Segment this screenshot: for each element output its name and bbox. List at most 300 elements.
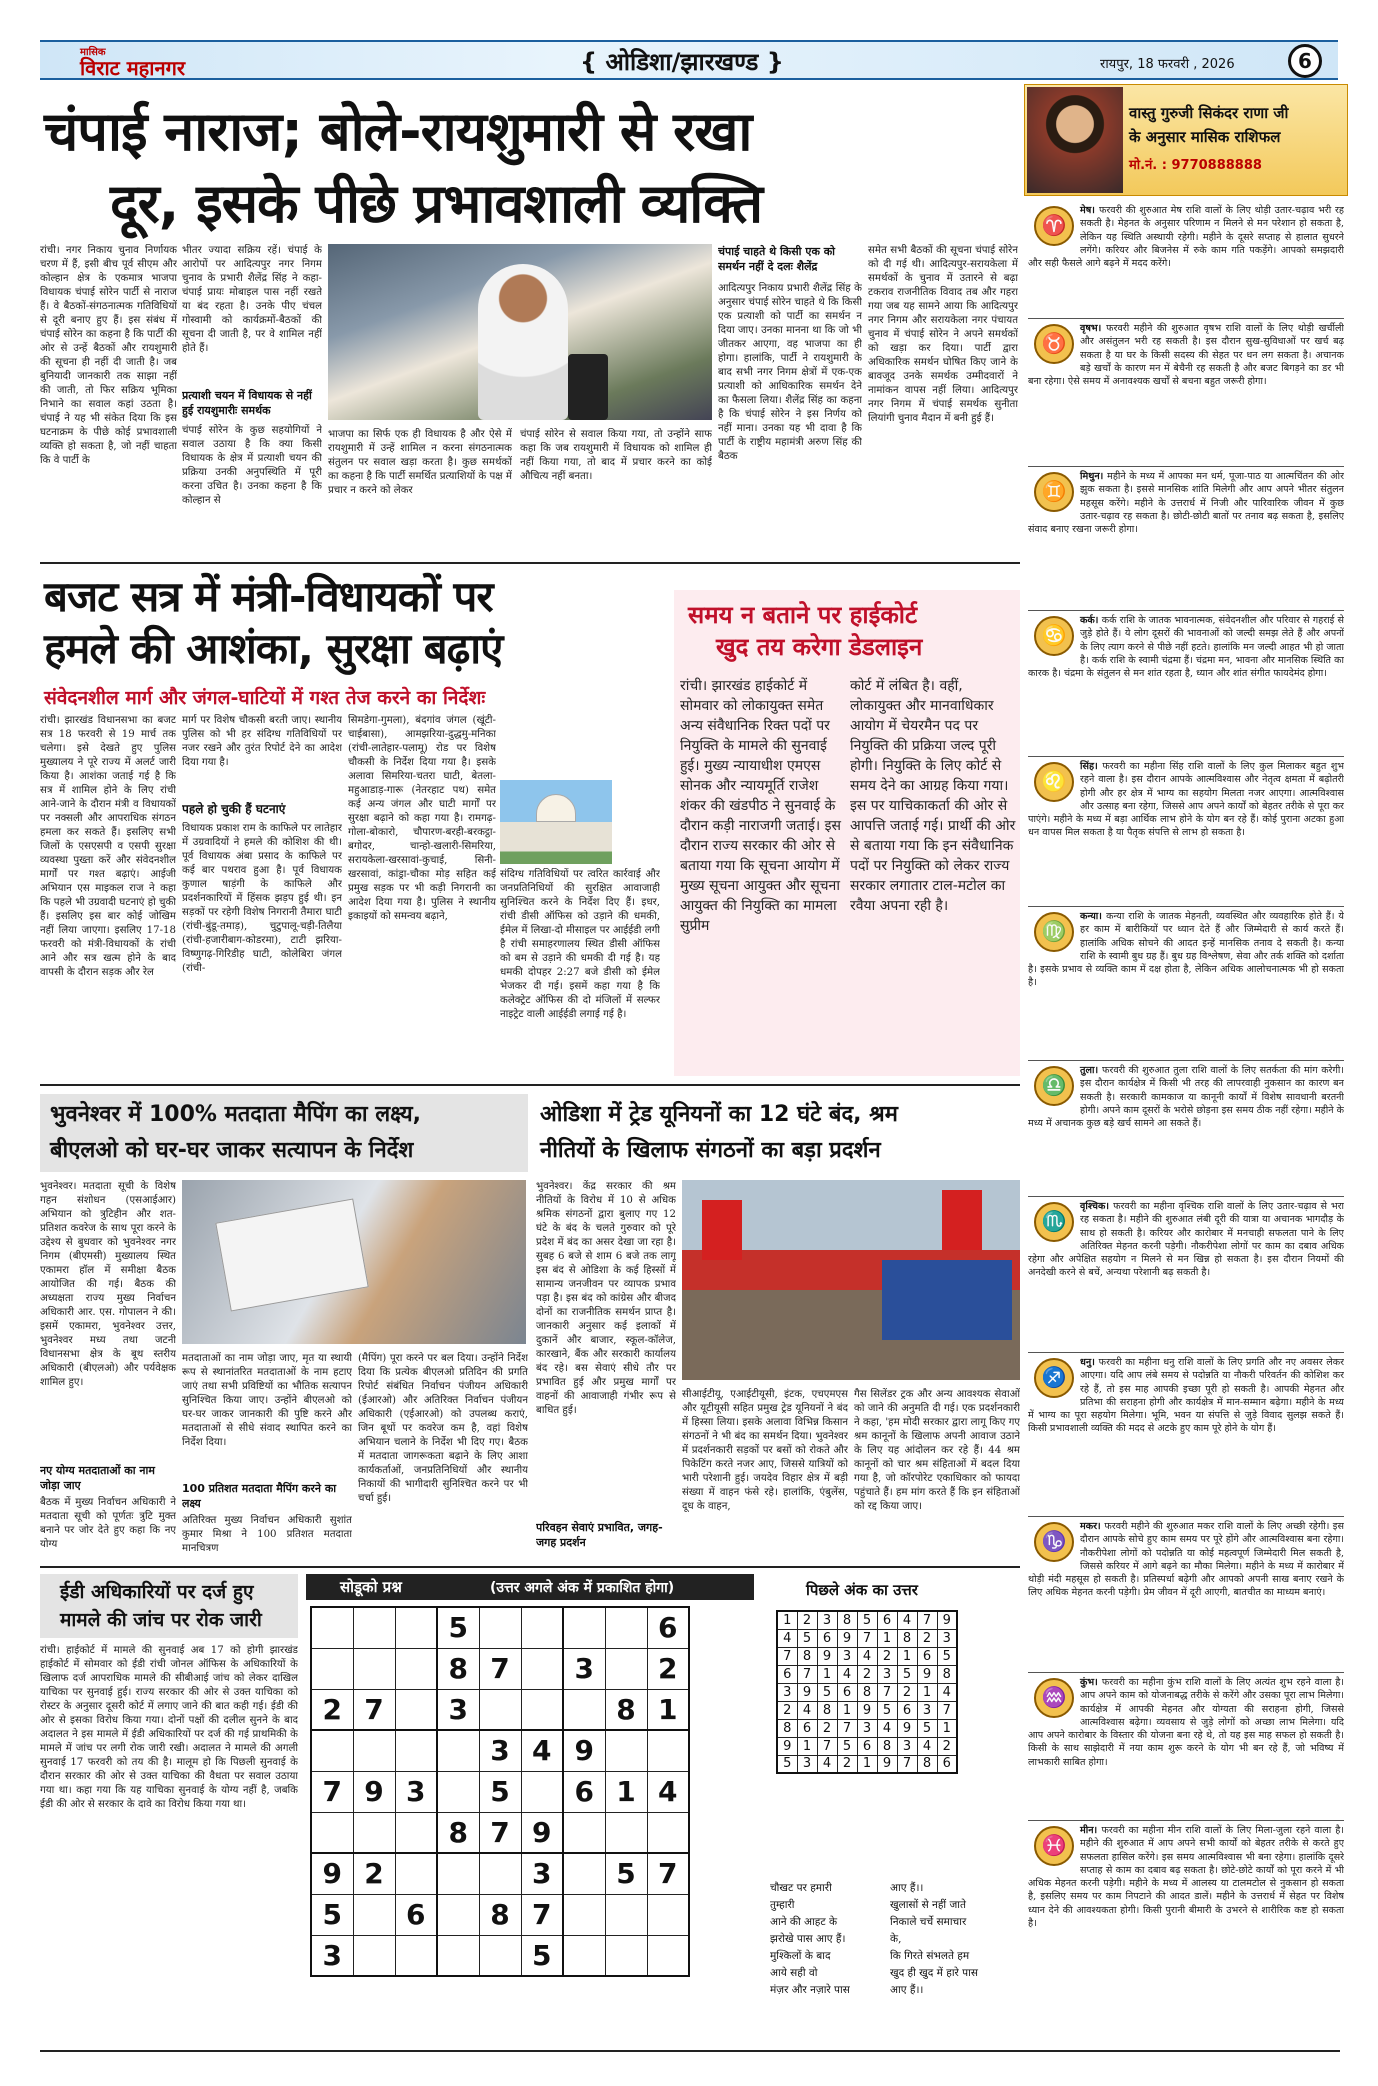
masthead xyxy=(40,40,1338,80)
grid-cell: 3 xyxy=(479,1730,521,1771)
grid-cell: 9 xyxy=(897,1719,917,1737)
grid-cell: 2 xyxy=(797,1611,817,1629)
grid-cell xyxy=(395,1689,437,1730)
grid-cell: 6 xyxy=(817,1629,837,1647)
grid-row xyxy=(777,1755,957,1773)
grid-cell: 1 xyxy=(937,1719,957,1737)
rashi-text: फरवरी का महीना धनु राशि वालों के लिए प्रगति और नए अवसर लेकर आएगा। यदि आप लंबे समय से पदोन्नति या नौकरी परिवर्तन की कोशिश कर रहे हैं, तो इस माह आपकी इच्छा पूरी हो सकती है। आपकी मेहनत और प्रतिभा की सराहना होगी और कार्यक्षेत्र में मान-सम्मान बढ़ेगा। महीने के मध्य में भाग्य का पूरा सहयोग मिलेगा। भूमि, भवन या संपत्ति से जुड़े विवाद सुलझ सकते हैं। किसी प्रभावशाली व्यक्ति की मदद से अटके हुए काम पूरे होने के योग हैं। xyxy=(1028,1357,1344,1435)
story3-box xyxy=(674,590,1020,1076)
grid-cell xyxy=(521,1771,563,1812)
zodiac-icon: ♍ xyxy=(1034,912,1074,952)
story2-headline-1: बजट सत्र में मंत्री-विधायकों पर xyxy=(44,572,493,621)
voter-id-photo xyxy=(182,1180,526,1344)
story5-col-1: भुवनेश्वर। केंद्र सरकार की श्रम नीतियों के विरोध में 10 से अधिक श्रमिक संगठनों द्वारा बुलाए गए 12 घंटे के बंद के चलते गुरुवार को पूरे प्रदेश में बंद का असर देखा जा रहा है। सुबह 6 बजे से शाम 6 बजे तक लागू इस बंद से ओडिशा के कई हिस्सों में सामान्य जनजीवन पर व्यापक प्रभाव पड़ा है। इस बंद को कांग्रेस और बीजद दोनों का राजनीतिक समर्थन प्राप्त है। जानकारी अनुसार कई इलाकों में दुकानें और बाजार, स्कूल-कॉलेज, कारखाने, बैंक और सरकारी कार्यालय बंद रहे। बस सेवाएं सीधे तौर पर प्रभावित हुई और प्रमुख मार्गों पर वाहनों की आवाजाही गंभीर रूप से बाधित हुई। xyxy=(536,1181,676,1416)
grid-cell: 7 xyxy=(917,1611,937,1629)
grid-cell xyxy=(353,1730,395,1771)
grid-row xyxy=(777,1737,957,1755)
grid-row xyxy=(311,1894,689,1935)
story2-deck: संवेदनशील मार्ग और जंगल-घाटियों में गश्त तेज करने का निर्देशः xyxy=(44,687,486,709)
grid-cell xyxy=(353,1935,395,1976)
grid-cell: 8 xyxy=(897,1629,917,1647)
grid-cell: 5 xyxy=(777,1755,797,1773)
story1-col-5: आदित्यपुर निकाय प्रभारी शैलेंद्र सिंह के अनुसार चंपाई सोरेन चाहते थे कि किसी एक प्रत्याशी को पार्टी का समर्थन न दिया जाए। उनका मानना था कि जो भी जीतकर आएगा, वह भाजपा का ही होगा। हालांकि, पार्टी ने रायशुमारी के बाद सभी नगर निगम क्षेत्रों में एक-एक प्रत्याशी को आधिकारिक समर्थन देने का फैसला लिया। शैलेंद्र सिंह का कहना है कि चंपाई सोरेन ने इस निर्णय को नहीं माना। उनका यह भी दावा है कि पार्टी के राष्ट्रीय महामंत्री अरुण सिंह की बैठक xyxy=(718,283,862,462)
grid-cell: 2 xyxy=(777,1701,797,1719)
grid-cell: 9 xyxy=(817,1647,837,1665)
grid-cell: 3 xyxy=(877,1665,897,1683)
grid-cell: 8 xyxy=(877,1737,897,1755)
grid-cell: 9 xyxy=(917,1665,937,1683)
grid-cell: 3 xyxy=(797,1755,817,1773)
grid-cell: 5 xyxy=(937,1647,957,1665)
flag xyxy=(942,1190,982,1250)
grid-cell: 3 xyxy=(521,1853,563,1894)
grid-cell: 6 xyxy=(877,1611,897,1629)
rashi-entry xyxy=(1028,1356,1344,1512)
grid-cell xyxy=(311,1607,353,1648)
grid-cell: 8 xyxy=(797,1647,817,1665)
story3-headline-2: खुद तय करेगा डेडलाइन xyxy=(716,633,923,661)
grid-row xyxy=(311,1607,689,1648)
grid-cell: 6 xyxy=(917,1647,937,1665)
grid-cell: 7 xyxy=(817,1737,837,1755)
grid-cell xyxy=(605,1894,647,1935)
poem-line: आए हैं।। xyxy=(890,1882,924,1894)
grid-cell: 3 xyxy=(395,1771,437,1812)
grid-cell xyxy=(479,1935,521,1976)
grid-cell xyxy=(395,1607,437,1648)
rashi-name: मिथुन। xyxy=(1080,471,1108,482)
grid-cell xyxy=(479,1607,521,1648)
answer-grid xyxy=(776,1610,958,1774)
grid-cell: 9 xyxy=(837,1629,857,1647)
grid-cell: 1 xyxy=(837,1701,857,1719)
poem-line: निकाले चर्चे समाचार xyxy=(890,1916,967,1928)
grid-cell xyxy=(311,1812,353,1853)
rashi-divider xyxy=(1028,1060,1344,1061)
grid-cell: 9 xyxy=(797,1683,817,1701)
rashi-entry xyxy=(1028,1200,1344,1346)
grid-cell xyxy=(647,1894,689,1935)
poem-line: आये सही वो xyxy=(770,1967,818,1979)
story2-col-1: रांची। झारखंड विधानसभा का बजट सत्र 18 फरवरी से 19 मार्च तक चलेगा। इसे देखते हुए पुलिस मुख्यालय ने पूरे राज्य में अलर्ट जारी किया है। आशंका जताई गई है कि सत्र में शामिल होने के लिए रांची आने-जाने के दौरान मंत्री व विधायकों पर नक्सली और आपराधिक संगठन हमला कर सकते हैं। इसलिए सभी जिलों के एसएसपी व एसपी सुरक्षा व्यवस्था पुख्ता करें और संवेदनशील मार्गों पर गश्त बढ़ाएं। आईजी अभियान एस माइकल राज ने कहा कि पहले भी उग्रवादी घटनाएं हो चुकी हैं। इसलिए इस बार कोई जोखिम नहीं लिया जाएगा। इसलिए 17-18 फरवरी को मंत्री-विधायकों के रांची आने और सत्र खत्म होने के बाद वापसी के दौरान सड़क और रेल xyxy=(40,715,176,978)
grid-cell xyxy=(437,1730,479,1771)
grid-cell: 9 xyxy=(777,1737,797,1755)
grid-row xyxy=(777,1683,957,1701)
story5-col-1-sub: परिवहन सेवाएं प्रभावित, जगह-जगह प्रदर्शन xyxy=(536,1521,663,1549)
rashi-entry xyxy=(1028,1824,1344,2044)
story2-col-3: सिमडेगा-गुमला), बंदगांव जंगल (खूंटी-चाईबासा), आमझरिया-दुद्धमु-मनिका (रांची-लातेहार-पलामू) रोड पर विशेष चौकसी के निर्देश दिया गया है। इसके अलावा सिमरिया-चतरा घाटी, बेतला-महुआडाड़-गारू (नेतरहाट पथ) समेत कई अन्य जंगल और घाटी मार्गों पर सुरक्षा बढ़ाने को कहा गया है। रामगढ़-गोला-बोकारो, चौपारण-बरही-बरकट्ठा-बगोदर, चान्हो-खलारी-सिमरिया, सरायकेला-खरसावां-कुचाई, सिनी-खरसावां, कांड्रा-चौका मोड़ सहित कई प्रमुख सड़क पर भी कड़ी निगरानी का आदेश दिया गया है। पुलिस ने स्थानीय इकाइयों को समन्वय बढ़ाने, xyxy=(348,715,496,922)
grid-cell: 3 xyxy=(563,1648,605,1689)
grid-cell: 1 xyxy=(777,1611,797,1629)
rashi-name: सिंह। xyxy=(1080,761,1103,772)
grid-cell: 1 xyxy=(605,1771,647,1812)
grid-cell: 7 xyxy=(521,1894,563,1935)
story2-col-2b: विधायक प्रकाश राम के काफिले पर लातेहार में उग्रवादियों ने हमले की कोशिश की थी। पूर्व विधायक अंबा प्रसाद के काफिले पर कई बार पथराव हुआ है। पूर्व विधायक कुणाल षाड़ंगी के काफिले और प्रदर्शनकारियों में हिंसक झड़प हुई थी। इन सड़कों पर रहेगी विशेष निगरानी तैमारा घाटी (रांची-बुंडू-तमाड़), चुटुपालू-चड़ी-तिलैया (रांची-हजारीबाग-कोडरमा), टाटी झरिया-विष्णुगढ़-गिरिडीह घाटी, कोलेबिरा जंगल (रांची- xyxy=(182,823,342,974)
grid-cell: 5 xyxy=(857,1611,877,1629)
zodiac-icon: ♋ xyxy=(1034,616,1074,656)
grid-cell xyxy=(521,1607,563,1648)
grid-cell: 7 xyxy=(857,1629,877,1647)
grid-cell xyxy=(563,1853,605,1894)
grid-cell: 6 xyxy=(937,1755,957,1773)
rashi-name: धनु। xyxy=(1080,1357,1099,1368)
rashi-text: फरवरी का महीना कुंभ राशि वालों के लिए अत्यंत शुभ रहने वाला है। आप अपने काम को योजनाबद्ध तरीके से करेंगे और उसका पूरा लाभ मिलेगा। कार्यक्षेत्र में आपकी मेहनत और योग्यता की सराहना होगी, जिससे आत्मविश्वास बढ़ेगा। व्यवसाय से जुड़े लोगों को अच्छा लाभ मिलेगा। यदि आप अपने कारोबार के विस्तार की योजना बना रहे थे, तो यह इस माह सफल हो सकती है। किसी के साथ साझेदारी में नया काम शुरू करने के योग भी बन रहे हैं, जो भविष्य में लाभकारी साबित होगा। xyxy=(1028,1677,1344,1768)
grid-cell xyxy=(437,1771,479,1812)
story4-col-1: भुवनेश्वर। मतदाता सूची के विशेष गहन संशोधन (एसआईआर) अभियान को त्रुटिहीन और शत-प्रतिशत कवरेज के साथ पूरा करने के उद्देश्य से बुधवार को भुवनेश्वर नगर निगम (बीएमसी) मुख्यालय स्थित एकामरा हॉल में समीक्षा बैठक आयोजित की गई। बैठक की अध्यक्षता राज्य मुख्य निर्वाचन अधिकारी आर. एस. गोपालन ने की। इसमें एकामरा, भुवनेश्वर उत्तर, भुवनेश्वर मध्य तथा जटनी विधानसभा क्षेत्र के बूथ स्तरीय अधिकारी (बीएलओ) और पर्यवेक्षक शामिल हुए। xyxy=(40,1181,176,1388)
grid-cell xyxy=(563,1607,605,1648)
rashi-divider xyxy=(1028,1196,1344,1197)
grid-cell xyxy=(563,1812,605,1853)
grid-cell: 5 xyxy=(479,1771,521,1812)
story2-headline-2: हमले की आशंका, सुरक्षा बढ़ाएं xyxy=(44,624,503,673)
grid-cell: 8 xyxy=(857,1683,877,1701)
grid-row xyxy=(777,1611,957,1629)
card-shape xyxy=(215,1199,369,1312)
astro-header xyxy=(1024,84,1348,196)
grid-cell: 2 xyxy=(917,1629,937,1647)
grid-cell xyxy=(605,1812,647,1853)
story1-col-6: समेत सभी बैठकों की सूचना चंपाई सोरेन को दी गई थी। आदित्यपुर-सरायकेला में समर्थकों के चुनाव में उतारने से बढ़ा टकराव राजनीतिक विवाद तब और गहरा गया जब यह सामने आया कि आदित्यपुर नगर निगम और सरायकेला नगर पंचायत चुनाव में चंपाई सोरेन ने अपने समर्थकों को खड़ा कर दिया। पार्टी द्वारा अधिकारिक समर्थन घोषित किए जाने के बावजूद उनके समर्थक उम्मीदवारों ने नामांकन वापस नहीं लिया। आदित्यपुर नगर निगम में चंपाई समर्थक सुनीता लियांगी चुनाव मैदान में बनी हुई हैं। xyxy=(868,245,1018,424)
grid-cell: 9 xyxy=(353,1771,395,1812)
story1-headline-2: दूर, इसके पीछे प्रभावशाली व्यक्ति xyxy=(110,172,762,235)
story3-headline-1: समय न बताने पर हाईकोर्ट xyxy=(688,601,918,629)
grid-cell: 7 xyxy=(777,1647,797,1665)
masthead-small: मासिक xyxy=(80,47,106,58)
divider xyxy=(40,1084,1020,1086)
grid-cell: 8 xyxy=(605,1689,647,1730)
grid-cell: 8 xyxy=(437,1812,479,1853)
grid-cell: 3 xyxy=(937,1629,957,1647)
page-number: 6 xyxy=(1288,44,1322,78)
story4-col-1b: बैठक में मुख्य निर्वाचन अधिकारी ने मतदाता सूची को पूर्णतः त्रुटि मुक्त बनाने पर जोर देते हुए कहा कि नए योग्य xyxy=(40,1497,176,1550)
story3-col-1: रांची। झारखंड हाईकोर्ट में सोमवार को लोकायुक्त समेत अन्य संवैधानिक रिक्त पदों पर नियुक्ति के मामले की सुनवाई हुई। मुख्य न्यायाधीश एमएस सोनक और न्यायमूर्ति राजेश शंकर की खंडपीठ ने सुनवाई के दौरान कड़ी नाराजगी जताई। इस दौरान राज्य सरकार की ओर से बताया गया कि सूचना आयोग में मुख्य सूचना आयुक्त और सूचना आयुक्त की नियुक्ति का मामला सुप्रीम xyxy=(680,678,842,934)
grid-cell: 1 xyxy=(917,1683,937,1701)
assembly-building-photo xyxy=(500,780,612,864)
poem-line: झरोखे पास आए हैं। xyxy=(770,1933,846,1945)
rashi-name: वृश्चिक। xyxy=(1080,1201,1114,1212)
grid-cell: 5 xyxy=(521,1935,563,1976)
grid-cell: 4 xyxy=(917,1737,937,1755)
grid-cell: 9 xyxy=(937,1611,957,1629)
masthead-name: विराट महानगर xyxy=(80,56,186,80)
grid-cell: 2 xyxy=(837,1755,857,1773)
story1-photo xyxy=(328,244,712,420)
story1-col-2-wrap xyxy=(182,244,322,554)
zodiac-icon: ♒ xyxy=(1034,1678,1074,1718)
rashi-divider xyxy=(1028,1352,1344,1353)
rashi-text: फरवरी की शुरुआत मेष राशि वालों के लिए थोड़ी उतार-चढ़ाव भरी रह सकती है। मेहनत के अनुसार परिणाम न मिलने से मन परेशान हो सकता है, लेकिन यह स्थिति अस्थायी रहेगी। महीने के दूसरे सप्ताह से हालात सुधरने लगेंगे। करियर और बिजनेस में रुके काम गति पकड़ेंगे। आपको समझदारी और सही फैसले आगे बढ़ने में मदद करेंगे। xyxy=(1028,205,1344,270)
rashi-name: तुला। xyxy=(1080,1065,1102,1076)
rashi-text: कर्क राशि के जातक भावनात्मक, संवेदनशील और परिवार से गहराई से जुड़े होते हैं। ये लोग दूसरों की भावनाओं को जल्दी समझ लेते हैं और अपनों के लिए त्याग करने से पीछे नहीं हटते। हालांकि मन जल्दी आहत भी हो जाता है। कर्क राशि के स्वामी चंद्रमा हैं। चंद्रमा मन, भावना और मानसिक स्थिति का कारक है। चंद्रमा के संतुलन से मन शांत रहता है, ध्यान और शांत संगीत फायदेमंद होगा। xyxy=(1028,615,1344,680)
rashi-name: मीन। xyxy=(1080,1825,1102,1836)
poem-line: खुलासों से नहीं जाते xyxy=(890,1899,966,1911)
story6-col-1: रांची। हाईकोर्ट में मामले की सुनवाई अब 17 को होगी झारखंड हाईकोर्ट में सोमवार को ईडी रांची जोनल ऑफिस के अधिकारियों के खिलाफ दर्ज आपराधिक मामले की सीबीआई जांच को लेकर दाखिल याचिका पर सुनवाई हुई। राज्य सरकार की ओर से उक्त याचिका को रोस्टर के अनुसार दूसरी कोर्ट में लगाए जाने की बात कही गई। ईडी की ओर से इसका विरोध किया गया। दोनों पक्षों की दलील सुनने के बाद अदालत ने इस मामले में ईडी अधिकारियों पर दर्ज की गई प्राथमिकी के मामले में जांच पर लगी रोक जारी रखी। अदालत ने मामले की अगली सुनवाई 17 फरवरी को तय की है। मालूम हो कि पिछली सुनवाई के दौरान सरकार की ओर से उक्त याचिका की वैधता पर सवाल उठाया गया था। कहा गया कि यह याचिका सुनवाई के योग्य नहीं है, जबकि ईडी की ओर से सरकार के दावे का विरोध किया गया था। xyxy=(40,1645,298,1810)
grid-cell xyxy=(605,1607,647,1648)
divider xyxy=(40,562,1020,564)
grid-row xyxy=(311,1730,689,1771)
rashi-name: कन्या। xyxy=(1080,911,1107,922)
grid-cell xyxy=(395,1853,437,1894)
rashi-name: मकर। xyxy=(1080,1521,1105,1532)
grid-cell: 5 xyxy=(917,1719,937,1737)
divider xyxy=(40,1566,1020,1568)
rashi-name: मेष। xyxy=(1080,205,1099,216)
story1-col-2: भीतर ज्यादा सक्रिय रहें। चंपाई के आरोपों पर आदित्यपुर नगर निगम चुनाव के प्रभारी शैलेंद्र सिंह ने कहा-चंपाई प्रायः मोबाइल पास नहीं रखते या बंद रहता है। उनके पीए चंचल गोस्वामी को कार्यक्रमों-बैठकों की सूचना दी जाती है, पर वे शामिल नहीं होते हैं। xyxy=(182,245,322,354)
poem-right xyxy=(890,1880,1020,1999)
grid-cell: 7 xyxy=(937,1701,957,1719)
rashi-name: वृषभ। xyxy=(1080,323,1107,334)
grid-cell: 9 xyxy=(521,1812,563,1853)
rashi-name: कर्क। xyxy=(1080,615,1102,626)
grid-row xyxy=(777,1629,957,1647)
grid-cell: 5 xyxy=(817,1683,837,1701)
rashi-text: फरवरी महीने की शुरुआत वृषभ राशि वालों के लिए थोड़ी खर्चीली और असंतुलन भरी रह सकती है। इस दौरान सुख-सुविधाओं पर खर्च बढ़ सकता है या घर के किसी सदस्य की सेहत पर धन लग सकता है। अचानक बड़े खर्चों के कारण मन में बेचैनी रह सकती है और बजट बिगड़ने का डर भी बना रहेगा। ऐसे समय में अनावश्यक खर्चों से बचना बहुत जरूरी होगा। xyxy=(1028,323,1344,388)
grid-cell: 5 xyxy=(877,1701,897,1719)
grid-cell: 2 xyxy=(817,1719,837,1737)
grid-cell xyxy=(605,1730,647,1771)
story5-headline-2: नीतियों के खिलाफ संगठनों का बड़ा प्रदर्शन xyxy=(540,1138,881,1163)
grid-cell: 4 xyxy=(857,1647,877,1665)
grid-cell: 7 xyxy=(479,1812,521,1853)
grid-row xyxy=(311,1935,689,1976)
grid-row xyxy=(777,1719,957,1737)
grid-cell: 8 xyxy=(817,1701,837,1719)
story4-col-2b: अतिरिक्त मुख्य निर्वाचन अधिकारी सुशांत कुमार मिश्रा ने 100 प्रतिशत मतदाता मानचित्रण xyxy=(182,1515,352,1554)
zodiac-icon: ♉ xyxy=(1034,324,1074,364)
story5-col-3: गैस सिलेंडर ट्रक और अन्य आवश्यक सेवाओं को जाने की अनुमति दी गई। एक प्रदर्शनकारी ने कहा, 'हम मोदी सरकार द्वारा लागू किए गए श्रम कानूनों के खिलाफ अपनी आवाज उठाने के लिए यह आंदोलन कर रहे हैं। 44 श्रम कानूनों को चार श्रम संहिताओं में बदल दिया गया है, जो कॉरपोरेट एकाधिकार को फायदा पहुंचाते हैं। हम मांग करते हैं कि इन संहिताओं को रद्द किया जाए। xyxy=(854,1389,1020,1512)
sudoku-subtitle: (उत्तर अगले अंक में प्रकाशित होगा) xyxy=(490,1580,675,1596)
grid-cell xyxy=(563,1689,605,1730)
rashi-text: फरवरी का महीना वृश्चिक राशि वालों के लिए उतार-चढ़ाव से भरा रह सकता है। महीने की शुरुआत लंबी दूरी की यात्रा या अचानक भागदौड़ के साथ हो सकती है। करियर और कारोबार में मनचाही सफलता पाने के लिए अतिरिक्त मेहनत करनी पड़ेगी। नौकरीपेशा लोगों पर काम का दबाव अधिक रहेगा और अपेक्षित सहयोग न मिलने से मन खिन्न हो सकता है। इस दौरान नियमों की अनदेखी करने से बचें, अन्यथा परेशानी बढ़ सकती है। xyxy=(1028,1201,1344,1279)
zodiac-icon: ♎ xyxy=(1034,1066,1074,1106)
grid-cell: 6 xyxy=(563,1771,605,1812)
grid-cell: 7 xyxy=(897,1755,917,1773)
rashi-divider xyxy=(1028,1672,1344,1673)
poem-line: कि गिरते संभलते हम xyxy=(890,1950,970,1962)
poem-line: मुश्किलों के बाद xyxy=(770,1950,831,1962)
rashi-text: कन्या राशि के जातक मेहनती, व्यवस्थित और व्यवहारिक होते हैं। ये हर काम में बारीकियों पर ध्यान देते हैं और जिम्मेदारी से कार्य करते हैं। हालांकि अधिक सोचने की आदत इन्हें मानसिक तनाव दे सकती है। कन्या राशि के स्वामी बुध ग्रह हैं। बुध ग्रह विश्लेषण, सेवा और तर्क शक्ति को दर्शाता है। इसके प्रभाव से व्यक्ति काम में दक्ष होता है, लेकिन अधिक आलोचनात्मक भी हो सकता है। xyxy=(1028,911,1344,989)
masthead-section: { ओडिशा/झारखण्ड } xyxy=(580,48,784,76)
astro-title2: के अनुसार मासिक राशिफल xyxy=(1129,128,1281,146)
grid-row xyxy=(311,1689,689,1730)
grid-cell: 7 xyxy=(837,1719,857,1737)
grid-cell: 1 xyxy=(857,1755,877,1773)
grid-cell: 2 xyxy=(857,1665,877,1683)
grid-cell: 7 xyxy=(647,1853,689,1894)
grid-cell: 4 xyxy=(521,1730,563,1771)
grid-cell xyxy=(311,1730,353,1771)
rashi-entry xyxy=(1028,1520,1344,1668)
grid-cell xyxy=(479,1853,521,1894)
story1-col-3: भाजपा का सिर्फ एक ही विधायक है और ऐसे में रायशुमारी में उन्हें शामिल न करना संगठनात्मक संतुलन पर सवाल खड़ा करता है। कुछ समर्थकों का कहना है कि पार्टी समर्थित प्रत्याशियों के पक्ष में प्रचार न करने को लेकर xyxy=(328,429,512,496)
rashi-entry xyxy=(1028,204,1344,316)
grid-cell: 3 xyxy=(837,1647,857,1665)
grid-cell: 5 xyxy=(437,1607,479,1648)
grid-cell xyxy=(563,1935,605,1976)
grid-cell: 2 xyxy=(311,1689,353,1730)
story1-col-5-sub: चंपाई चाहते थे किसी एक को समर्थन नहीं दे दलः शैलेंद्र xyxy=(718,245,836,273)
grid-cell: 6 xyxy=(777,1665,797,1683)
grid-cell xyxy=(395,1812,437,1853)
grid-cell: 7 xyxy=(479,1648,521,1689)
story5-col-2: सीआईटीयू, एआईटीयूसी, इंटक, एचएमएस और यूटीयूसी सहित प्रमुख ट्रेड यूनियनों ने बंद में हिस्सा लिया। इसके अलावा विभिन्न किसान संगठनों ने भी बंद का समर्थन दिया। भुवनेश्वर में प्रदर्शनकारी सड़कों पर बसों को रोकते और पिकेटिंग करते नजर आए, जिससे यात्रियों को भारी परेशानी हुई। जयदेव विहार क्षेत्र में बड़ी संख्या में वाहन फंसे रहे। हालांकि, एंबुलेंस, दूध के वाहन, xyxy=(682,1389,848,1512)
grid-cell: 8 xyxy=(479,1894,521,1935)
rashi-entry xyxy=(1028,322,1344,462)
grid-cell: 9 xyxy=(311,1853,353,1894)
grid-cell xyxy=(353,1648,395,1689)
grid-cell: 9 xyxy=(563,1730,605,1771)
grid-row xyxy=(311,1771,689,1812)
poem-line: आए हैं।। xyxy=(890,1984,924,1996)
story1-col-2-sub: प्रत्याशी चयन में विधायक से नहीं हुई रायशुमारीः समर्थक xyxy=(182,389,312,417)
zodiac-icon: ♓ xyxy=(1034,1826,1074,1866)
grid-cell xyxy=(521,1648,563,1689)
rashi-divider xyxy=(1028,756,1344,757)
grid-cell: 4 xyxy=(647,1771,689,1812)
zodiac-icon: ♌ xyxy=(1034,762,1074,802)
grid-cell: 4 xyxy=(897,1611,917,1629)
grid-cell: 6 xyxy=(647,1607,689,1648)
grid-cell: 6 xyxy=(395,1894,437,1935)
grid-cell: 3 xyxy=(917,1701,937,1719)
zodiac-icon: ♊ xyxy=(1034,472,1074,512)
poem-line: के, xyxy=(890,1933,902,1945)
sudoku-title: सोडूको प्रश्न xyxy=(340,1578,402,1596)
story2-col-2: मार्ग पर विशेष चौकसी बरती जाए। स्थानीय पुलिस को भी हर संदिग्ध गतिविधियों पर नजर रखने और तुरंत रिपोर्ट देने का आदेश दिया गया है। xyxy=(182,715,342,768)
grid-cell: 6 xyxy=(797,1719,817,1737)
grid-cell: 3 xyxy=(897,1737,917,1755)
story2-col-2-sub: पहले हो चुकी हैं घटनाएं xyxy=(182,802,286,816)
microphone xyxy=(568,354,608,420)
grid-cell: 5 xyxy=(837,1737,857,1755)
bus xyxy=(882,1260,1012,1340)
rashi-entry xyxy=(1028,470,1344,604)
grid-cell: 2 xyxy=(877,1647,897,1665)
grid-row xyxy=(777,1665,957,1683)
grid-cell: 3 xyxy=(857,1719,877,1737)
grid-cell: 4 xyxy=(837,1665,857,1683)
grid-cell: 1 xyxy=(877,1629,897,1647)
sudoku-grid xyxy=(310,1606,690,1977)
poem-left xyxy=(770,1880,880,1999)
grid-cell: 1 xyxy=(647,1689,689,1730)
rashi-text: फरवरी का महीना सिंह राशि वालों के लिए कुल मिलाकर बहुत शुभ रहने वाला है। इस दौरान आपके आत्मविश्वास और नेतृत्व क्षमता में बढ़ोतरी होगी और हर क्षेत्र में भाग्य का सहयोग मिलता नजर आएगा। आत्मविश्वास और उत्साह बना रहेगा, जिससे आप अपने कार्यों को बेहतर तरीके से पूरा कर पाएंगे। महीने के मध्य में बड़ा आर्थिक लाभ होने के योग बन रहे हैं। कोई पुराना अटका हुआ धन वापस मिल सकता है या पैतृक संपत्ति से लाभ हो सकता है। xyxy=(1028,761,1344,839)
dome xyxy=(536,794,576,822)
story3-col-2: कोर्ट में लंबित है। वहीं, लोकायुक्त और मानवाधिकार आयोग में चेयरमैन पद पर नियुक्ति की प्रक्रिया जल्द पूरी होगी। नियुक्ति के लिए कोर्ट से समय देने का आग्रह किया गया। इस पर याचिकाकर्ता की ओर से आपत्ति जताई गई। प्रार्थी की ओर से बताया गया कि इन संवैधानिक पदों पर नियुक्ति को लेकर राज्य सरकार लगातार टाल-मटोल का रवैया अपना रही है। xyxy=(850,678,1016,914)
story1-col-5-wrap xyxy=(718,244,862,554)
rashi-text: फरवरी महीने की शुरुआत मकर राशि वालों के लिए अच्छी रहेगी। इस दौरान आपके सोचे हुए काम समय पर पूरे होंगे और आत्मविश्वास बना रहेगा। नौकरीपेशा लोगों को पदोन्नति या कोई महत्वपूर्ण जिम्मेदारी मिल सकती है, जिससे करियर में आगे बढ़ने का मौका मिलेगा। महीने के मध्य में कारोबार में थोड़ी मंदी महसूस हो सकती है। प्रतिस्पर्धा बढ़ेगी और आपको अपनी साख बनाए रखने के लिए अधिक मेहनत करनी पड़ेगी। प्रेम जीवन में दूरी आएगी, बातचीत का माध्यम बनाएं। xyxy=(1028,1521,1344,1599)
story1-col-4: चंपाई सोरेन से सवाल किया गया, तो उन्होंने साफ कहा कि जब रायशुमारी में विधायक को शामिल ही नहीं किया गया, तो बाद में प्रचार करने का कोई औचित्य नहीं बनता। xyxy=(520,429,712,482)
story4-headline-2: बीएलओ को घर-घर जाकर सत्यापन के निर्देश xyxy=(50,1138,414,1163)
rashi-entry xyxy=(1028,1064,1344,1192)
grid-cell: 7 xyxy=(877,1683,897,1701)
rashi-entry xyxy=(1028,1676,1344,1816)
grid-cell xyxy=(311,1648,353,1689)
grid-cell xyxy=(647,1812,689,1853)
story4-col-2-sub: 100 प्रतिशत मतदाता मैपिंग करने का लक्ष्य xyxy=(182,1482,337,1510)
story5-headline-1: ओडिशा में ट्रेड यूनियनों का 12 घंटे बंद, श्रम xyxy=(540,1102,898,1127)
rashi-entry xyxy=(1028,760,1344,902)
story2-col-2-wrap xyxy=(182,714,342,1076)
grid-cell: 5 xyxy=(897,1665,917,1683)
rashi-entry xyxy=(1028,910,1344,1054)
grid-cell: 8 xyxy=(837,1611,857,1629)
grid-row xyxy=(311,1812,689,1853)
grid-cell: 7 xyxy=(311,1771,353,1812)
rashi-divider xyxy=(1028,610,1344,611)
rashi-text: महीने के मध्य में आपका मन धर्म, पूजा-पाठ या आत्मचिंतन की ओर झुक सकता है। इससे मानसिक शांति मिलेगी और आप अपने भीतर संतुलन महसूस करेंगे। महीने के उत्तरार्ध में निजी और पारिवारिक जीवन में कुछ उतार-चढ़ाव रह सकता है। छोटी-छोटी बातों पर तनाव बढ़ सकता है, इसलिए संवाद बनाए रखना जरूरी होगा। xyxy=(1028,471,1344,536)
grid-cell xyxy=(647,1730,689,1771)
grid-cell: 9 xyxy=(857,1701,877,1719)
grid-cell: 4 xyxy=(777,1629,797,1647)
story4-col-2: मतदाताओं का नाम जोड़ा जाए, मृत या स्थायी रूप से स्थानांतरित मतदाताओं के नाम हटाए जाएं तथा सभी प्रविष्टियों का भौतिक सत्यापन सुनिश्चित किया जाए। उन्होंने बीएलओ को घर-घर जाकर जानकारी की पुष्टि करने और मतदाताओं से सीधे संवाद स्थापित करने का निर्देश दिया। xyxy=(182,1353,352,1448)
grid-row xyxy=(777,1647,957,1665)
zodiac-icon: ♑ xyxy=(1034,1522,1074,1562)
rashi-entry xyxy=(1028,614,1344,754)
story6-headline-2: मामले की जांच पर रोक जारी xyxy=(60,1609,262,1631)
grid-cell: 2 xyxy=(353,1853,395,1894)
grid-cell xyxy=(353,1812,395,1853)
grid-cell: 4 xyxy=(817,1755,837,1773)
zodiac-icon: ♈ xyxy=(1034,206,1074,246)
grid-cell xyxy=(479,1689,521,1730)
grid-cell: 6 xyxy=(897,1701,917,1719)
masthead-date: रायपुर, 18 फरवरी , 2026 xyxy=(1100,57,1235,72)
grid-row xyxy=(311,1853,689,1894)
grid-row xyxy=(777,1701,957,1719)
rashi-divider xyxy=(1028,1516,1344,1517)
rashi-divider xyxy=(1028,318,1344,319)
rashi-text: फरवरी की शुरुआत तुला राशि वालों के लिए सतर्कता की मांग करेगी। इस दौरान कार्यक्षेत्र में किसी भी तरह की लापरवाही नुकसान का कारण बन सकती है। सरकारी कामकाज या कानूनी कार्यों में विशेष सावधानी बरतनी होगी। अपने काम दूसरों के भरोसे छोड़ना इस समय ठीक नहीं रहेगा। महीने के मध्य में अचानक कुछ बड़े खर्च सामने आ सकते हैं। xyxy=(1028,1065,1344,1130)
grid-cell: 3 xyxy=(437,1689,479,1730)
grid-cell: 1 xyxy=(817,1665,837,1683)
grid-cell xyxy=(395,1730,437,1771)
story6-headline-1: ईडी अधिकारियों पर दर्ज हुए xyxy=(60,1581,254,1603)
grid-cell: 8 xyxy=(437,1648,479,1689)
rashi-divider xyxy=(1028,1820,1344,1821)
story4-col-3: (मैपिंग) पूरा करने पर बल दिया। उन्होंने निर्देश दिया कि प्रत्येक बीएलओ प्रतिदिन की प्रगति रिपोर्ट संबंधित निर्वाचन पंजीयन अधिकारी (ईआरओ) और अतिरिक्त निर्वाचन पंजीयन अधिकारी (एईआरओ) को उपलब्ध कराएं, जिन बूथों पर कवरेज कम है, वहां विशेष अभियान चलाने के निर्देश भी दिए गए। बैठक में मतदाता जागरूकता बढ़ाने के लिए आशा कार्यकर्ताओं, जनप्रतिनिधियों और स्थानीय निकायों की भागीदारी सुनिश्चित करने पर भी चर्चा हुई। xyxy=(358,1353,528,1504)
story2-col-4: संदिग्ध गतिविधियों पर त्वरित कार्रवाई और जनप्रतिनिधियों की सुरक्षित आवाजाही सुनिश्चित करने के निर्देश दिए हैं। इधर, रांची डीसी ऑफिस को उड़ाने की धमकी, ईमेल में लिखा-दो मीसाइल पर आईईडी लगी है रांची समाहरणालय स्थित डीसी ऑफिस को बम से उड़ाने की धमकी दी गई है। यह धमकी दोपहर 2:27 बजे डीसी को ईमेल भेजकर दी गई। इसमें कहा गया है कि कलेक्ट्रेट ऑफिस की दो मंजिलों में सल्फर नाइट्रेट वाली आईईडी लगाई गई है। xyxy=(500,869,660,1020)
grid-cell xyxy=(605,1935,647,1976)
story1-col-2b: चंपाई सोरेन के कुछ सहयोगियों ने सवाल उठाया है कि क्या किसी विधायक के क्षेत्र में प्रत्याशी चयन की प्रक्रिया उनकी अनुपस्थिति में पूरी करना उचित है। उनका कहना है कि कोल्हान से xyxy=(182,425,322,506)
grid-cell: 5 xyxy=(311,1894,353,1935)
grid-cell xyxy=(521,1689,563,1730)
rashi-divider xyxy=(1028,466,1344,467)
protest-photo xyxy=(682,1180,1020,1380)
rashi-text: फरवरी का महीना मीन राशि वालों के लिए मिला-जुला रहने वाला है। महीने की शुरुआत में आप अपने सभी कार्यों को बेहतर तरीके से करते हुए सफलता हासिल करेंगे। इस समय आत्मविश्वास भी बना रहेगा। हालांकि दूसरे सप्ताह से काम का दबाव बढ़ सकता है। छोटे-छोटे कार्यों को पूरा करने में भी अधिक मेहनत करनी पड़ेगी। महीने के मध्य में आलस्य या टालमटोल से नुकसान हो सकता है, इसलिए समय पर काम निपटाने की आदत डालें। महीने के उत्तरार्ध में सेहत पर विशेष ध्यान देने की आवश्यकता होगी। किसी पुरानी बीमारी के उभरने से शारीरिक कष्ट हो सकता है। xyxy=(1028,1825,1344,1930)
rashi-name: कुंभ। xyxy=(1080,1677,1102,1688)
rashi-divider xyxy=(1028,906,1344,907)
flag xyxy=(702,1200,742,1260)
zodiac-icon: ♐ xyxy=(1034,1358,1074,1398)
story5-col-1-wrap xyxy=(536,1180,676,1560)
grid-cell: 4 xyxy=(877,1719,897,1737)
grid-cell: 2 xyxy=(897,1683,917,1701)
grid-row xyxy=(311,1648,689,1689)
grid-cell xyxy=(437,1935,479,1976)
grid-cell: 3 xyxy=(777,1683,797,1701)
grid-cell: 8 xyxy=(917,1755,937,1773)
story4-col-2-wrap xyxy=(182,1352,352,1560)
answer-title: पिछले अंक का उत्तर xyxy=(806,1581,918,1599)
grid-cell: 3 xyxy=(311,1935,353,1976)
story1-headline-1: चंपाई नाराज; बोले-रायशुमारी से रखा xyxy=(44,100,752,163)
grid-cell: 1 xyxy=(897,1647,917,1665)
grid-cell: 8 xyxy=(937,1665,957,1683)
grid-cell: 6 xyxy=(837,1683,857,1701)
grid-cell xyxy=(353,1607,395,1648)
poem-line: खुद ही खुद में हारे पास xyxy=(890,1967,978,1979)
